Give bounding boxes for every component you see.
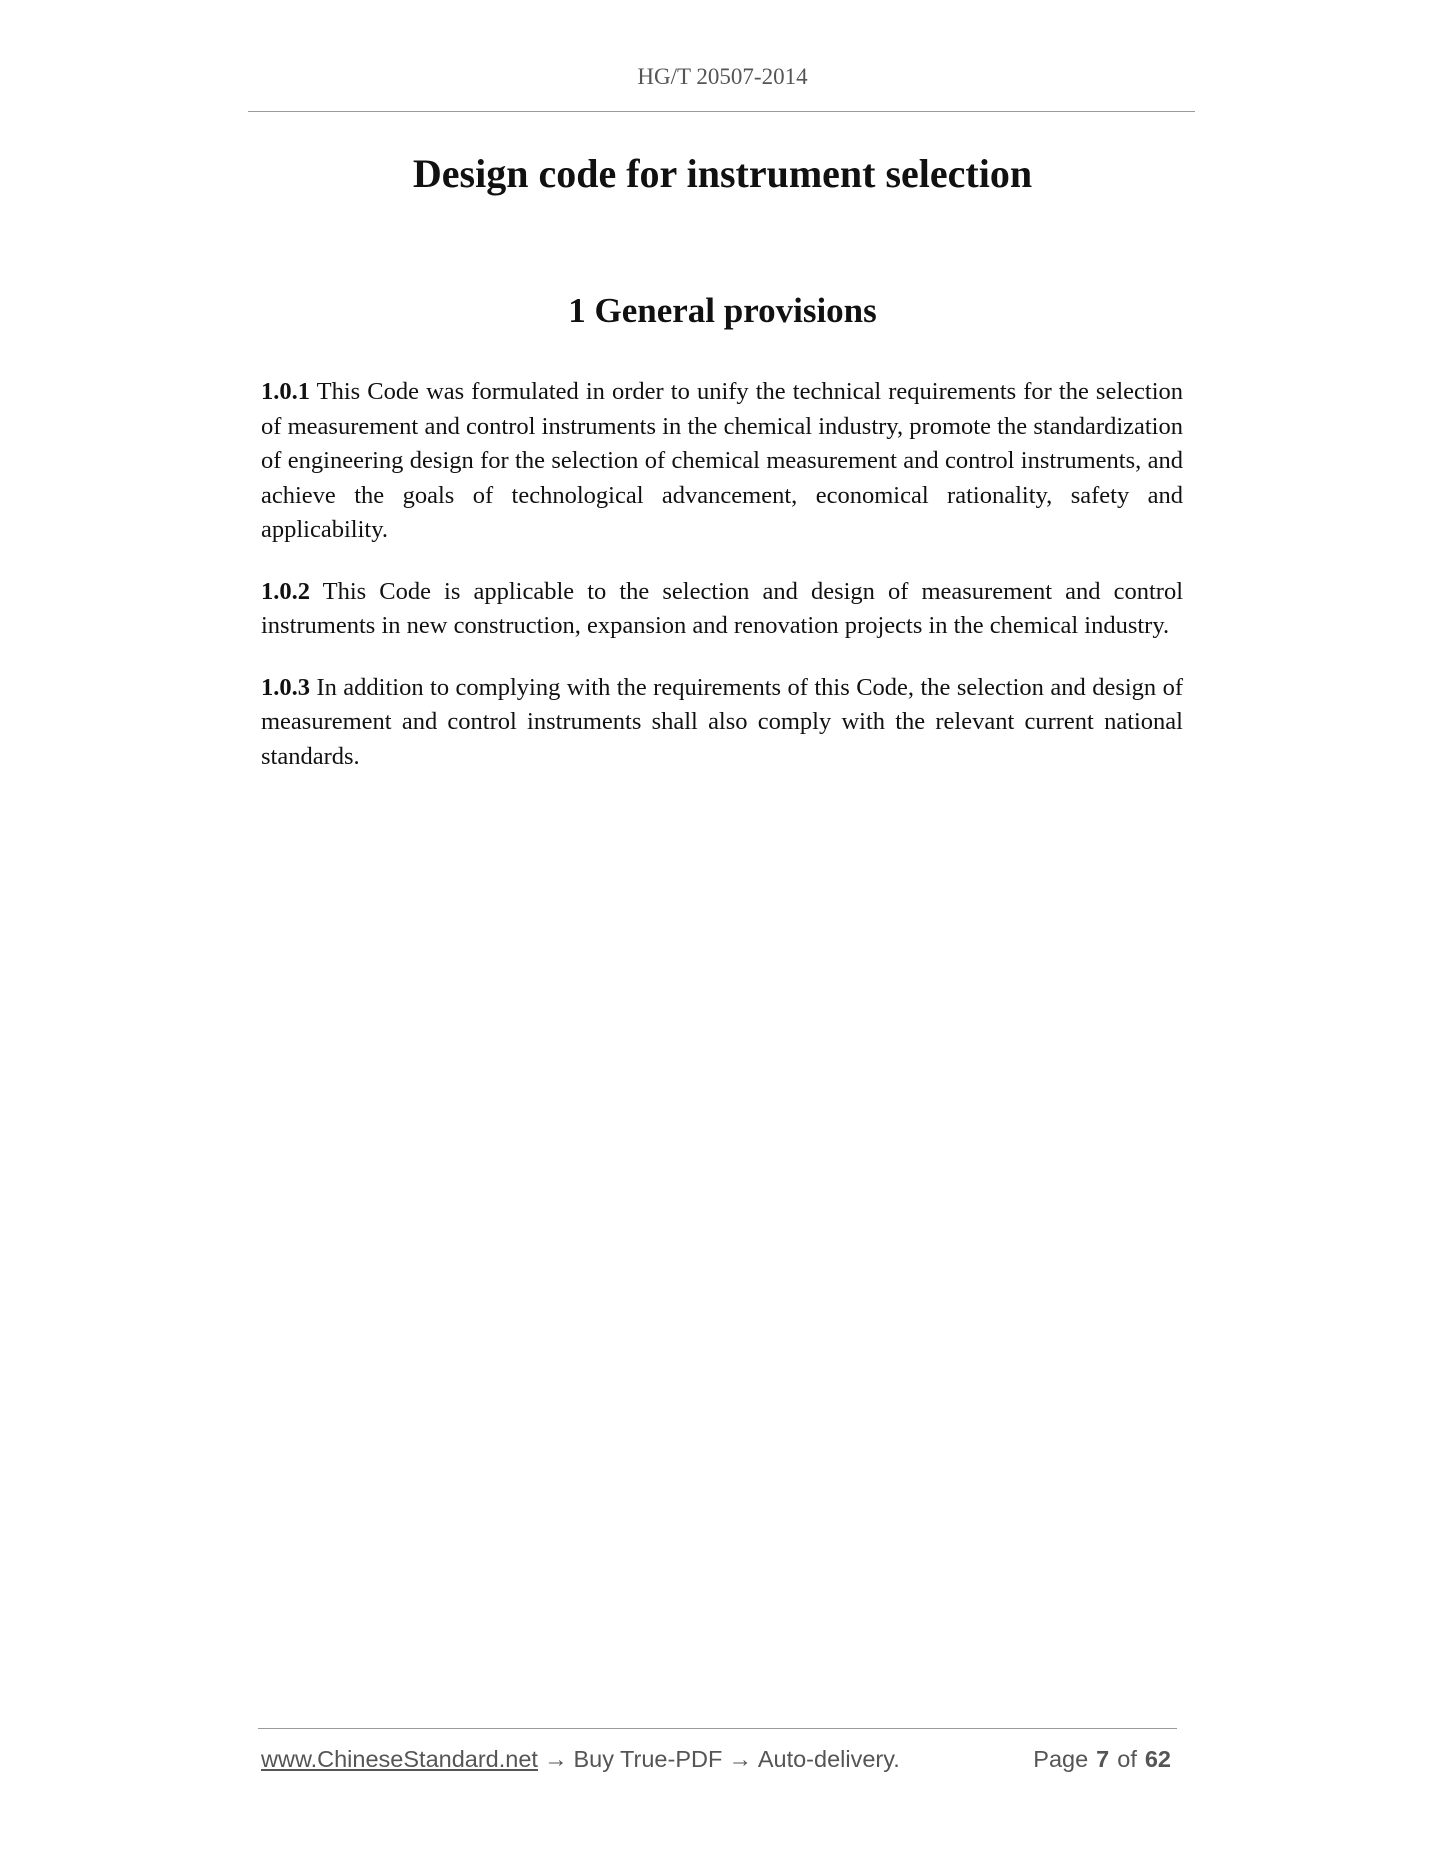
- running-header: HG/T 20507-2014: [637, 64, 808, 89]
- clause-text: This Code is applicable to the selection and design of measurement and control instruments in new construction, expansion and renovation projects in the chemical industry.: [261, 577, 1183, 639]
- clause-number: 1.0.2: [261, 577, 310, 605]
- page-indicator: [1033, 1746, 1171, 1773]
- total-pages: 62: [1144, 1746, 1171, 1772]
- delivery-text: Auto-delivery.: [757, 1746, 900, 1772]
- clause-1-0-3: [261, 671, 1183, 775]
- header-rule: [248, 111, 1195, 112]
- clause-1-0-2: [261, 575, 1183, 644]
- footer-rule: [258, 1728, 1177, 1729]
- clause-text: In addition to complying with the requirements of this Code, the selection and design of measurement and control instruments shall also comply with the relevant current national standards.: [261, 673, 1184, 770]
- page-number: 7: [1096, 1746, 1110, 1772]
- arrow-right-icon: →: [728, 1746, 752, 1772]
- buy-text: Buy True-PDF: [573, 1746, 723, 1772]
- footer-promo: [261, 1746, 900, 1773]
- page-label: Page: [1033, 1746, 1089, 1772]
- clause-1-0-1: [261, 375, 1183, 548]
- document-body: [261, 375, 1183, 801]
- clause-number: 1.0.1: [261, 378, 310, 405]
- site-link[interactable]: www.ChineseStandard.net: [261, 1746, 538, 1772]
- arrow-right-icon: →: [543, 1746, 568, 1772]
- clause-text: This Code was formulated in order to unify the technical requirements for the selection of measurement and control instruments in the chemical industry, promote the standardization of engineering design for the selection of chemical measurement and control instruments, and achieve the goals of technological advancement, economical rationality, safety and applicability.: [261, 378, 1184, 543]
- section-title: 1 General provisions: [568, 291, 877, 330]
- document-title: Design code for instrument selection: [412, 151, 1033, 196]
- of-label: of: [1117, 1746, 1137, 1772]
- clause-number: 1.0.3: [261, 673, 310, 701]
